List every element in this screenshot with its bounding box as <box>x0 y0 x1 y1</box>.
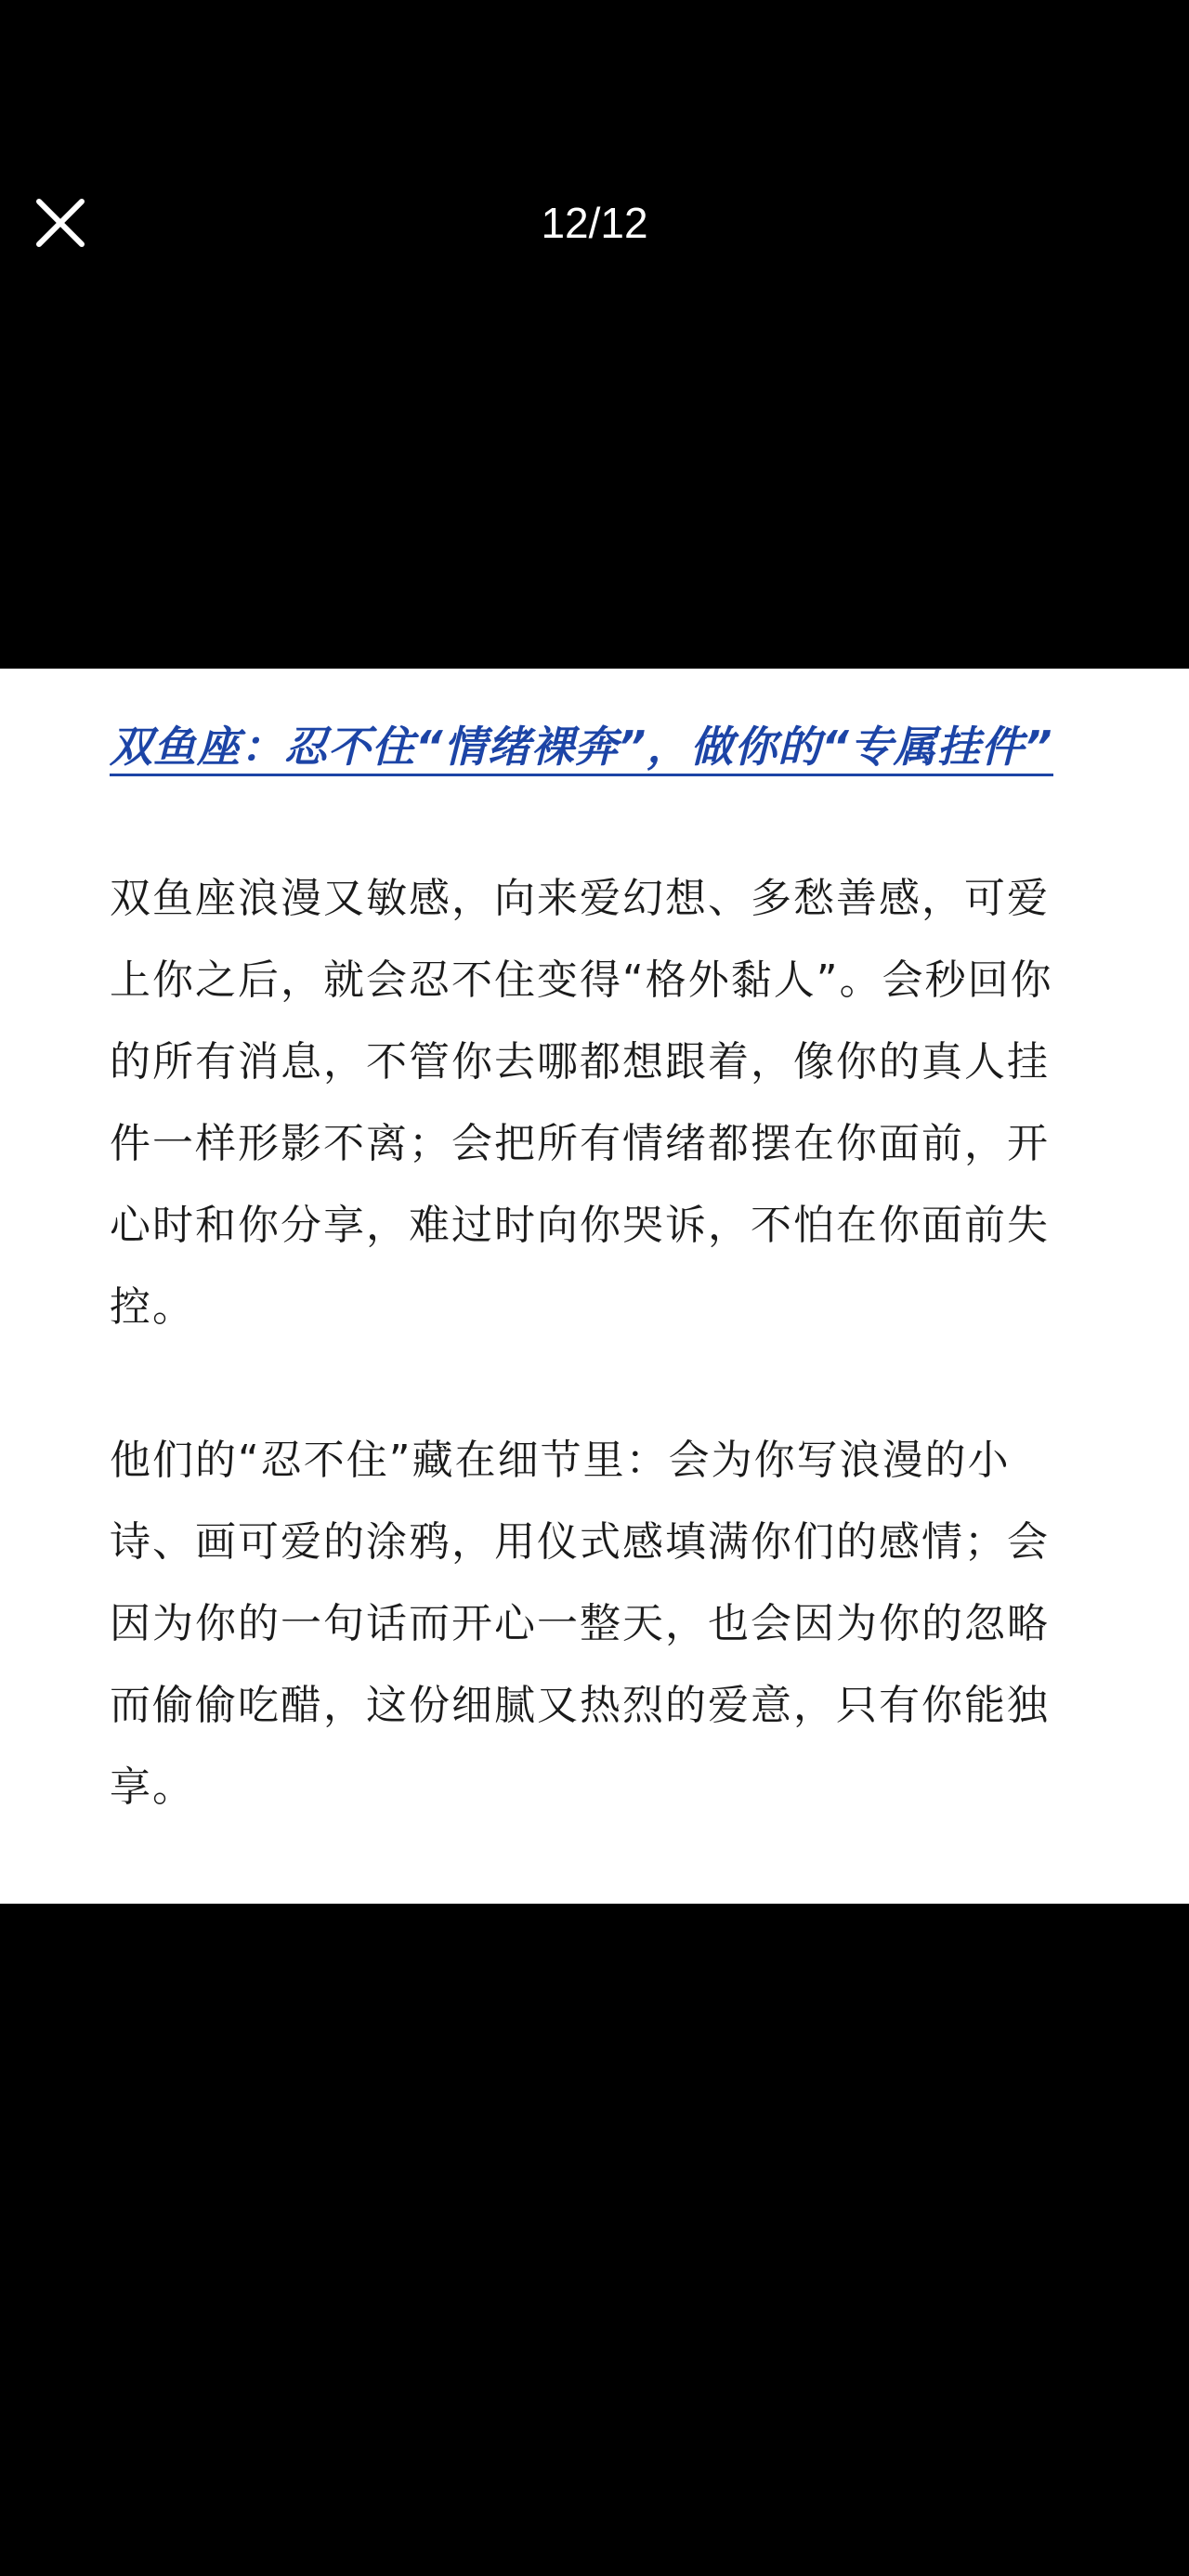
article-paragraph-2: 他们的“忍不住”藏在细节里：会为你写浪漫的小诗、画可爱的涂鸦，用仪式感填满你们的感情；会因为你的一句话而开心一整天，也会因为你的忽略而偷偷吃醋，这份细腻又热烈的爱意，只有你能独享。 <box>110 1437 1050 1811</box>
article-image <box>0 669 1189 1904</box>
viewer-bottom-area <box>0 1904 1189 2576</box>
article-paragraph-1: 双鱼座浪漫又敏感，向来爱幻想、多愁善感，可爱上你之后，就会忍不住变得“格外黏人”。会秒回你的所有消息，不管你去哪都想跟着，像你的真人挂件一样形影不离；会把所有情绪都摆在你面前，开心时和你分享，难过时向你哭诉，不怕在你面前失控。 <box>110 875 1053 1331</box>
article-heading-text: 双鱼座：忍不住“情绪裸奔”，做你的“专属挂件” <box>110 722 1053 776</box>
article-heading <box>110 706 1079 787</box>
viewer-top-bar <box>0 0 1189 669</box>
page-counter: 12/12 <box>541 199 648 247</box>
